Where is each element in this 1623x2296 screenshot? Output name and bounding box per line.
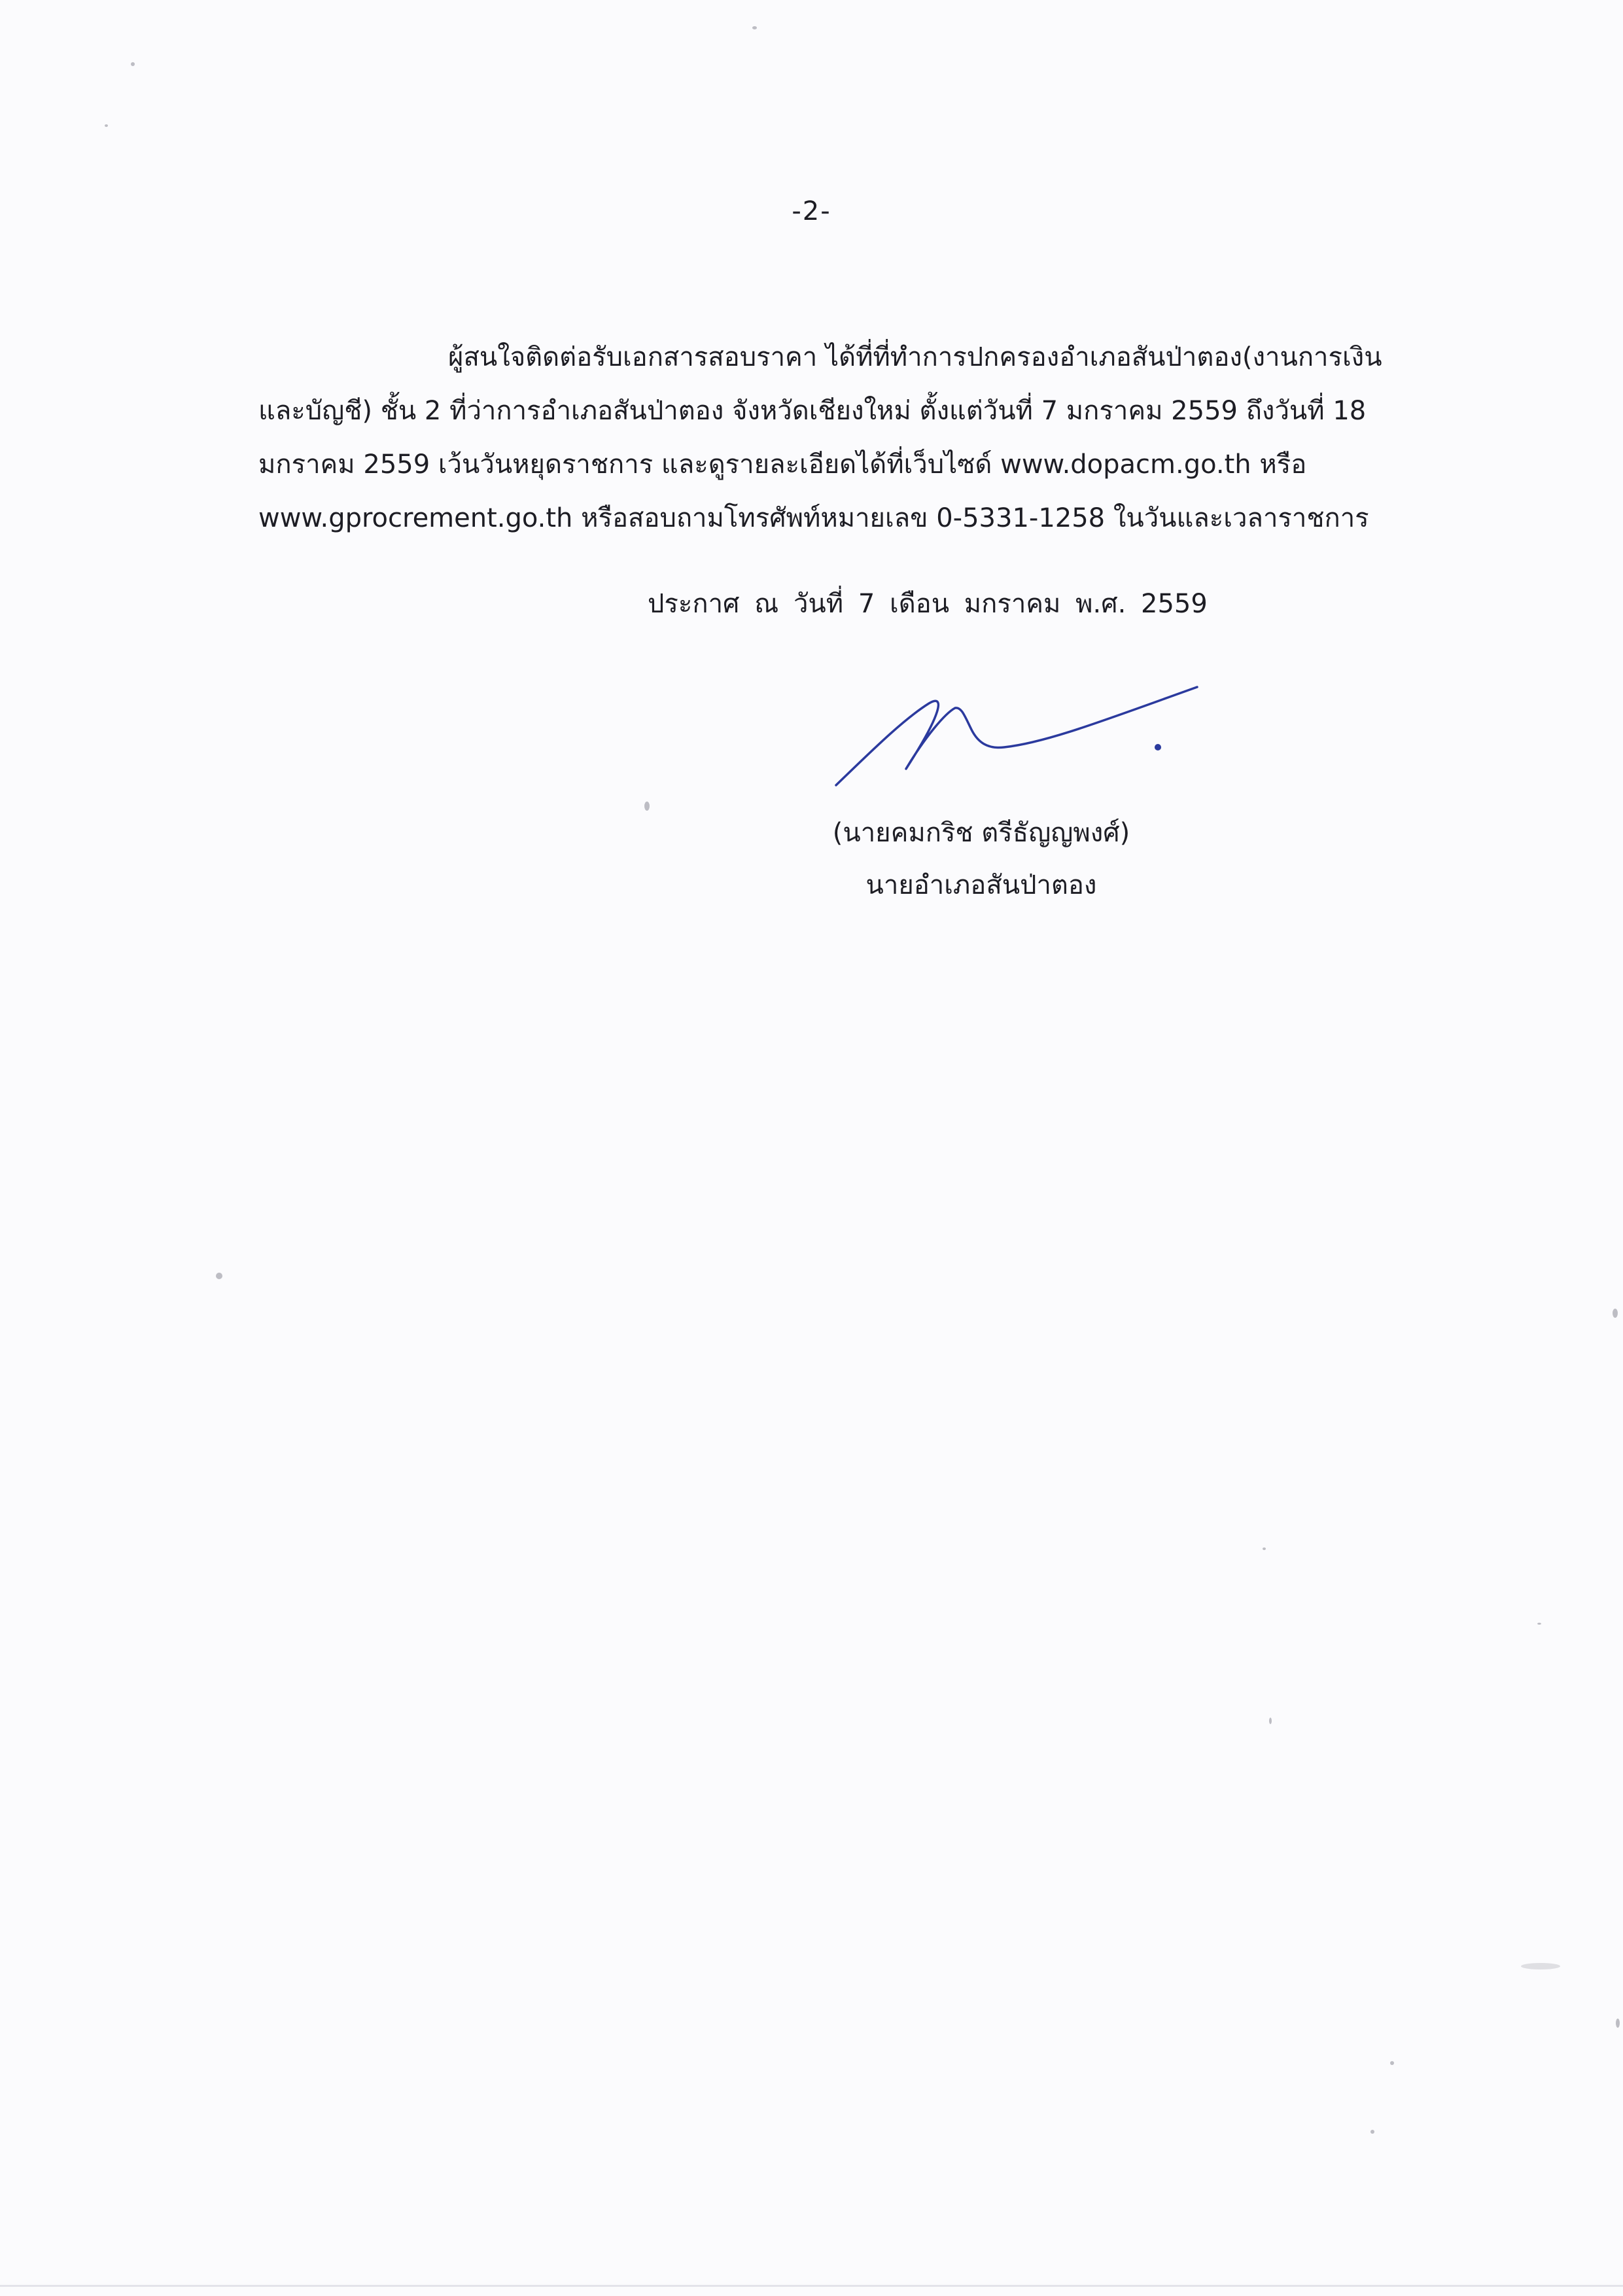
signer-position: นายอำเภอสันป่าตอง — [865, 870, 1097, 900]
scan-speck — [1537, 1623, 1541, 1625]
body-line-3: มกราคม 2559 เว้นวันหยุดราชการ และดูรายละเอียดได้ที่เว็บไซด์ www.dopacm.go.th หรือ — [258, 450, 1307, 480]
scan-speck — [1613, 1309, 1618, 1318]
scan-speck — [752, 26, 757, 29]
signer-name: (นายคมกริช ตรีธัญญพงศ์) — [832, 818, 1130, 848]
body-paragraph — [258, 330, 1449, 545]
announcement-date: ประกาศ ณ วันที่ 7 เดือน มกราคม พ.ศ. 2559 — [648, 589, 1208, 619]
scan-speck — [1521, 1963, 1560, 1969]
scan-speck — [1263, 1547, 1266, 1550]
scan-speck — [1616, 2019, 1620, 2028]
scan-speck — [1390, 2061, 1394, 2065]
scan-speck — [644, 802, 650, 811]
scan-speck — [1269, 1718, 1272, 1724]
body-line-1: ผู้สนใจติดต่อรับเอกสารสอบราคา ได้ที่ที่ทำการปกครองอำเภอสันป่าตอง(งานการเงิน — [448, 342, 1382, 372]
scan-speck — [216, 1273, 222, 1279]
scan-speck — [1370, 2130, 1374, 2134]
scan-speck — [105, 124, 108, 127]
page-bottom-edge — [0, 2285, 1623, 2287]
body-line-2: และบัญชี) ชั้น 2 ที่ว่าการอำเภอสันป่าตอง จังหวัดเชียงใหม่ ตั้งแต่วันที่ 7 มกราคม 2559 ถึงวันที่ 18 — [258, 396, 1367, 426]
page-number: -2- — [792, 196, 831, 226]
scan-speck — [131, 62, 135, 66]
body-line-4: www.gprocrement.go.th หรือสอบถามโทรศัพท์หมายเลข 0-5331-1258 ในวันและเวลาราชการ — [258, 503, 1369, 533]
signature-icon — [831, 674, 1210, 805]
